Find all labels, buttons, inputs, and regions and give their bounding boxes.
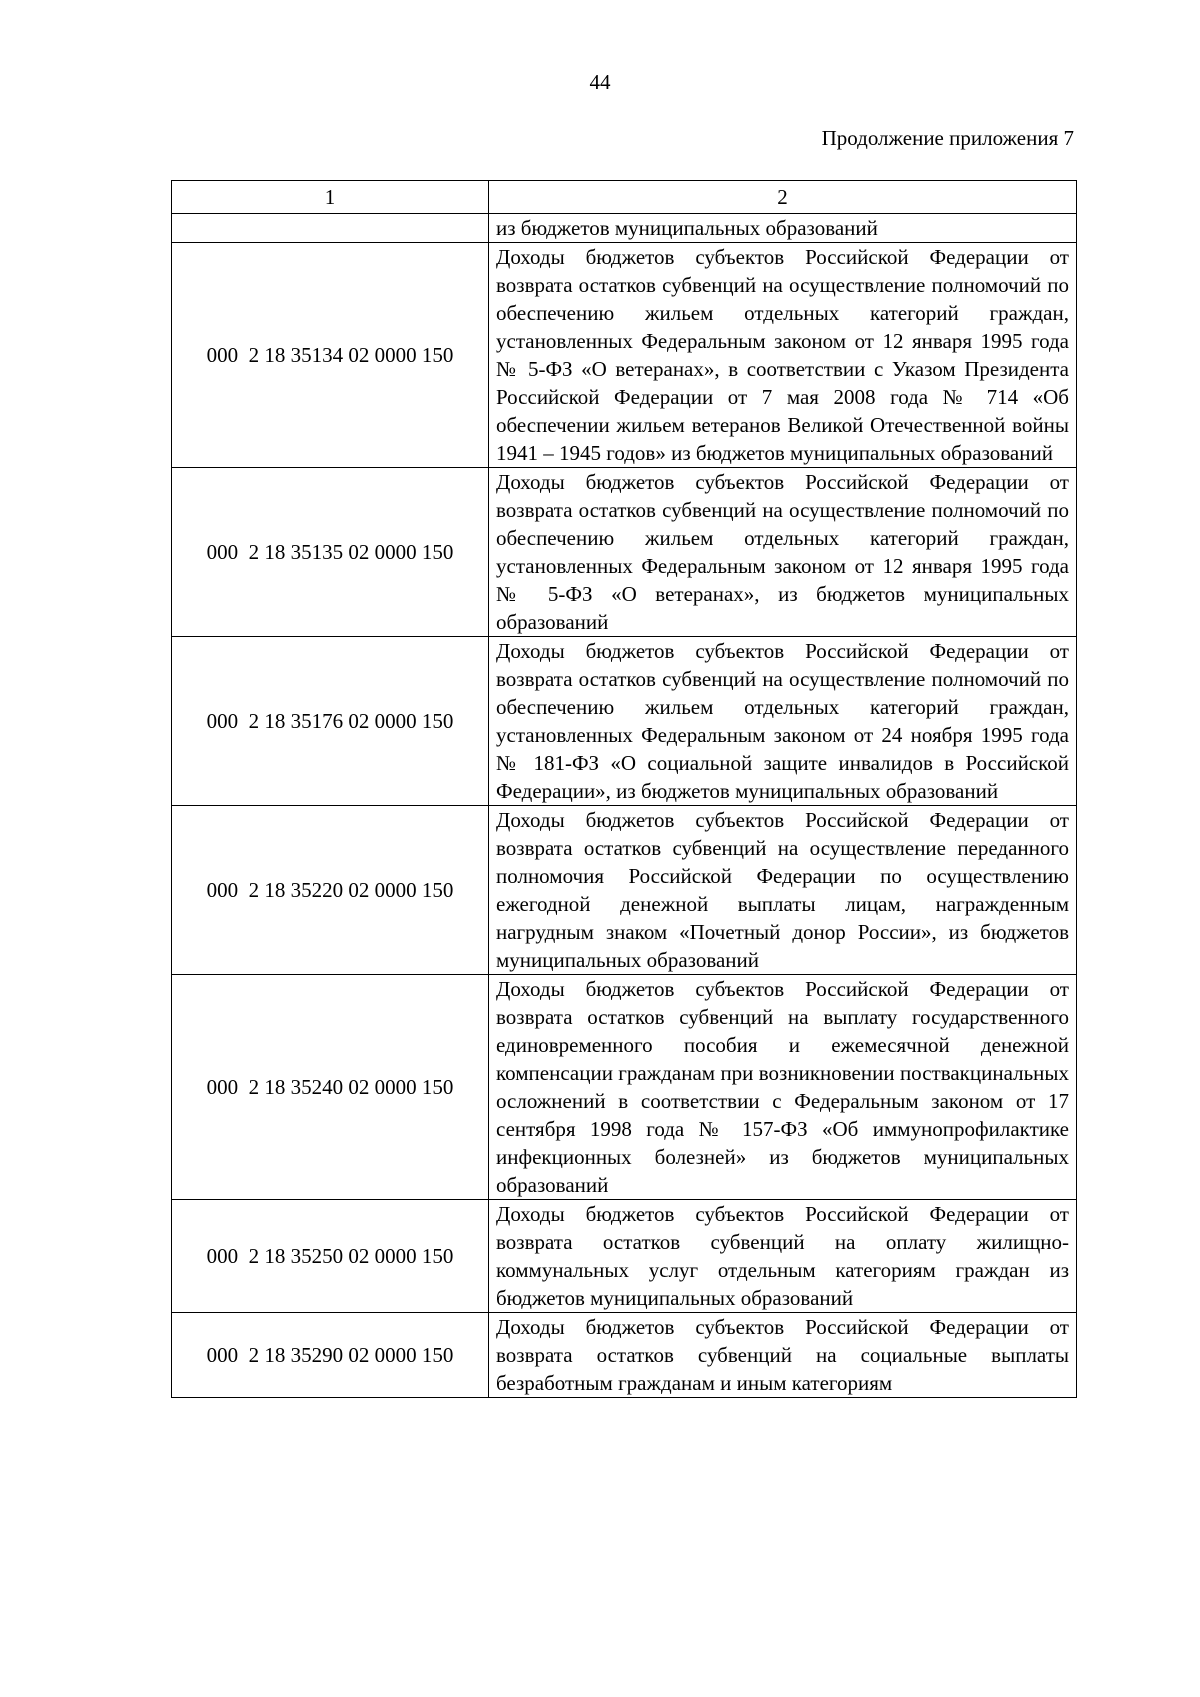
row-code: 000 2 18 35220 02 0000 150 <box>172 806 489 975</box>
table-row <box>172 637 1077 806</box>
row-description: Доходы бюджетов субъектов Российской Федерации от возврата остатков субвенций на осуществление полномочий по обеспечению жильем отдельных категорий граждан, установленных Федеральным законом от 12 января 1995 года № 5-ФЗ «О ветеранах», из бюджетов муниципальных образований <box>489 468 1077 637</box>
row-description: из бюджетов муниципальных образований <box>489 214 1077 243</box>
table-row <box>172 975 1077 1200</box>
row-description: Доходы бюджетов субъектов Российской Федерации от возврата остатков субвенций на выплату государственного единовременного пособия и ежемесячной денежной компенсации гражданам при возникновении поствакцинальных осложнений в соответствии с Федеральным законом от 17 сентября 1998 года № 157-ФЗ «Об иммунопрофилактике инфекционных болезней» из бюджетов муниципальных образований <box>489 975 1077 1200</box>
row-code: 000 2 18 35250 02 0000 150 <box>172 1200 489 1313</box>
row-description: Доходы бюджетов субъектов Российской Федерации от возврата остатков субвенций на социальные выплаты безработным гражданам и иным категориям <box>489 1313 1077 1398</box>
table-row <box>172 806 1077 975</box>
row-description: Доходы бюджетов субъектов Российской Федерации от возврата остатков субвенций на осуществление переданного полномочия Российской Федерации по осуществлению ежегодной денежной выплаты лицам, награжденным нагрудным знаком «Почетный донор России», из бюджетов муниципальных образований <box>489 806 1077 975</box>
table-row <box>172 243 1077 468</box>
row-code <box>172 214 489 243</box>
page-number: 44 <box>589 70 611 94</box>
table-row <box>172 214 1077 243</box>
table-row <box>172 468 1077 637</box>
budget-codes-table <box>171 180 1077 1398</box>
row-code: 000 2 18 35240 02 0000 150 <box>172 975 489 1200</box>
table-row <box>172 1313 1077 1398</box>
row-code: 000 2 18 35134 02 0000 150 <box>172 243 489 468</box>
table-row <box>172 1200 1077 1313</box>
appendix-label: Продолжение приложения 7 <box>821 126 1074 150</box>
column-header-1: 1 <box>172 181 489 214</box>
row-code: 000 2 18 35176 02 0000 150 <box>172 637 489 806</box>
column-header-2: 2 <box>489 181 1077 214</box>
row-description: Доходы бюджетов субъектов Российской Федерации от возврата остатков субвенций на осуществление полномочий по обеспечению жильем отдельных категорий граждан, установленных Федеральным законом от 12 января 1995 года № 5-ФЗ «О ветеранах», в соответствии с Указом Президента Российской Федерации от 7 мая 2008 года № 714 «Об обеспечении жильем ветеранов Великой Отечественной войны 1941 – 1945 годов» из бюджетов муниципальных образований <box>489 243 1077 468</box>
row-description: Доходы бюджетов субъектов Российской Федерации от возврата остатков субвенций на оплату жилищно-коммунальных услуг отдельным категориям граждан из бюджетов муниципальных образований <box>489 1200 1077 1313</box>
row-code: 000 2 18 35290 02 0000 150 <box>172 1313 489 1398</box>
table-header-row <box>172 181 1077 214</box>
row-description: Доходы бюджетов субъектов Российской Федерации от возврата остатков субвенций на осуществление полномочий по обеспечению жильем отдельных категорий граждан, установленных Федеральным законом от 24 ноября 1995 года № 181-ФЗ «О социальной защите инвалидов в Российской Федерации», из бюджетов муниципальных образований <box>489 637 1077 806</box>
row-code: 000 2 18 35135 02 0000 150 <box>172 468 489 637</box>
